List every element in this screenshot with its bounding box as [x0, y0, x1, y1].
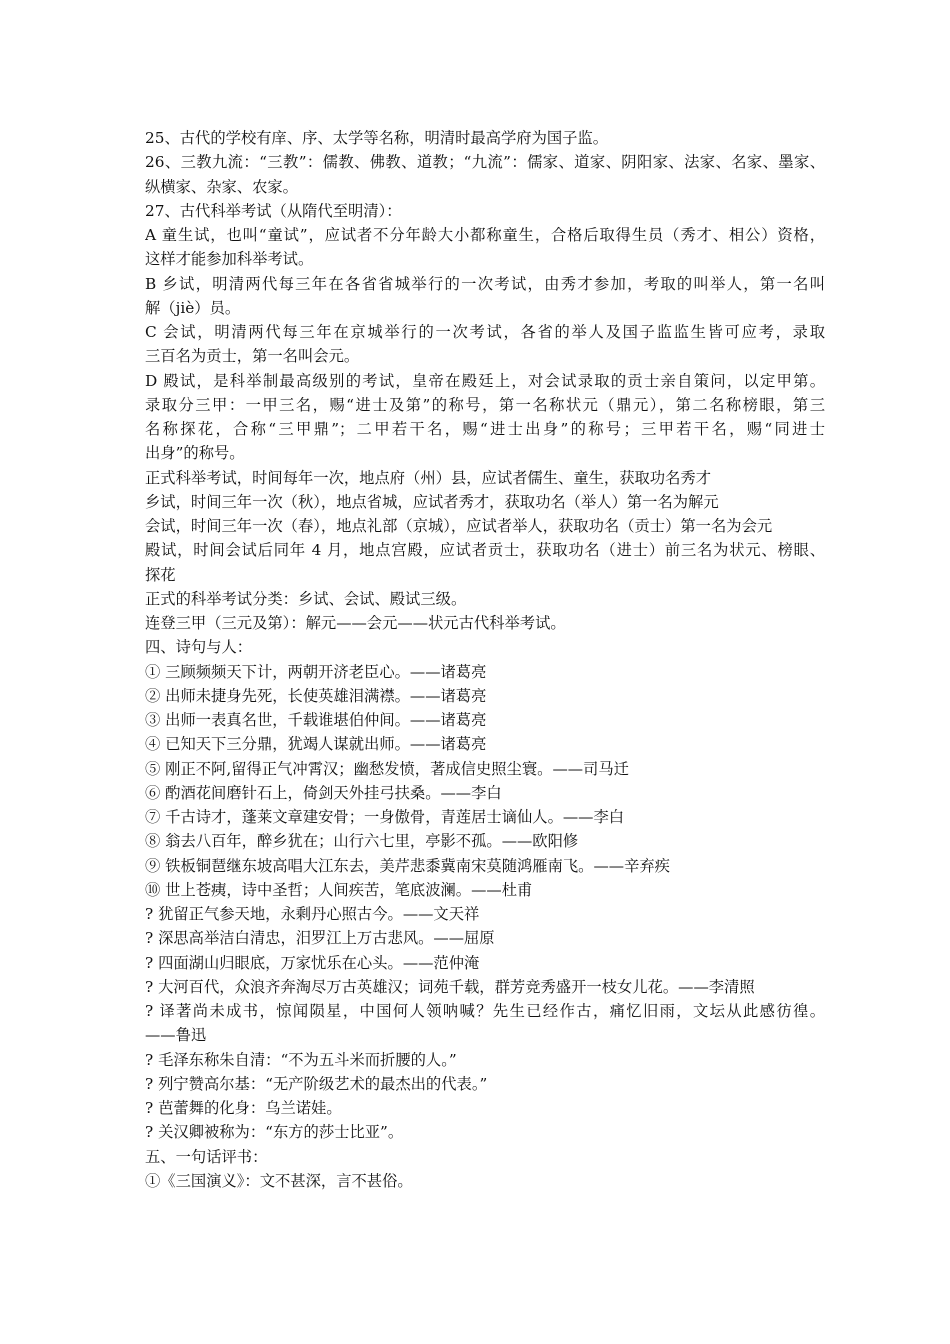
text-line: ? 犹留正气参天地，永剩丹心照古今。——文天祥: [145, 905, 480, 923]
document-body: [145, 126, 825, 1193]
text-line: ? 大河百代，众浪齐奔淘尽万古英雄汉；词苑千载，群芳竞秀盛开一枝女儿花。——李清照: [145, 977, 755, 996]
text-line: ①《三国演义》：文不甚深，言不甚俗。: [145, 1171, 413, 1190]
text-line: ③ 出师一表真名世，千载谁堪伯仲间。——诸葛亮: [145, 711, 487, 729]
text-line: 录取分三甲：一甲三名，赐“进士及第”的称号，第一名称状元（鼎元），第二名称榜眼，第三: [145, 395, 825, 414]
text-line: ⑦ 千古诗才，蓬莱文章建安骨；一身傲骨，青莲居士谪仙人。——李白: [145, 808, 625, 826]
text-line: 纵横家、杂家、农家。: [145, 177, 298, 196]
text-line: 会试，时间三年一次（春），地点礼部（京城），应试者举人，获取功名（贡士）第一名为会元: [145, 517, 773, 535]
text-line: 名称探花，合称“三甲鼎”；二甲若干名，赐“进士出身”的称号；三甲若干名，赐“同进士: [145, 420, 825, 438]
text-line: ⑧ 翁去八百年，醉乡犹在；山行六七里，亭影不孤。——欧阳修: [145, 832, 579, 851]
text-line: C 会试，明清两代每三年在京城举行的一次考试，各省的举人及国子监监生皆可应考，录取: [145, 323, 825, 341]
text-line: ? 关汉卿被称为：“东方的莎士比亚”。: [145, 1123, 404, 1142]
text-line: ⑥ 酌酒花间磨针石上，倚剑天外挂弓扶桑。——李白: [145, 783, 502, 802]
text-line: B 乡试，明清两代每三年在各省省城举行的一次考试，由秀才参加，考取的叫举人，第一名叫: [145, 274, 825, 293]
text-line: 正式的科举考试分类：乡试、会试、殿试三级。: [145, 589, 467, 608]
text-line: 26、三教九流：“三教”：儒教、佛教、道教；“九流”：儒家、道家、阴阳家、法家、名家、墨家、: [145, 153, 825, 172]
text-line: 这样才能参加科举考试。: [145, 250, 314, 269]
text-line: 27、古代科举考试（从隋代至明清）：: [145, 201, 402, 220]
text-line: 正式科举考试，时间每年一次，地点府（州）县，应试者儒生、童生，获取功名秀才: [145, 468, 711, 487]
text-line: ⑤ 刚正不阿,留得正气冲霄汉；幽愁发愤，著成信史照尘寰。——司马迁: [145, 759, 629, 778]
text-line: 殿试，时间会试后同年 4 月，地点宫殿，应试者贡士，获取功名（进士）前三名为状元、榜眼、: [145, 541, 825, 560]
text-line: ? 毛泽东称朱自清：“不为五斗米而折腰的人。”: [145, 1050, 457, 1069]
text-line: ? 四面湖山归眼底，万家忧乐在心头。——范仲淹: [145, 953, 480, 972]
text-line: ? 列宁赞高尔基：“无产阶级艺术的最杰出的代表。”: [145, 1074, 488, 1093]
text-line: ⑩ 世上苍痍，诗中圣哲；人间疾苦，笔底波澜。——杜甫: [145, 880, 533, 899]
text-line: 探花: [145, 565, 176, 584]
text-line: ——鲁迅: [145, 1026, 207, 1045]
text-line: 25、古代的学校有庠、序、太学等名称，明清时最高学府为国子监。: [145, 129, 609, 147]
text-line: 五、一句话评书：: [145, 1147, 268, 1166]
text-line: 解（jiè）员。: [145, 298, 241, 317]
text-line: 乡试，时间三年一次（秋），地点省城，应试者秀才，获取功名（举人）第一名为解元: [145, 492, 719, 511]
text-line: ② 出师未捷身先死，长使英雄泪满襟。——诸葛亮: [145, 686, 487, 705]
text-line: ? 深思高举洁白清忠，汨罗江上万古悲风。——屈原: [145, 929, 495, 948]
text-line: ① 三顾频频天下计，两朝开济老臣心。——诸葛亮: [145, 662, 487, 681]
text-line: 出身”的称号。: [145, 444, 245, 463]
text-line: D 殿试，是科举制最高级别的考试，皇帝在殿廷上，对会试录取的贡士亲自策问，以定甲第。: [145, 371, 825, 390]
text-line: 四、诗句与人：: [145, 638, 253, 657]
text-line: A 童生试，也叫“童试”，应试者不分年龄大小都称童生，合格后取得生员（秀才、相公）资格，: [145, 226, 825, 244]
text-line: 三百名为贡士，第一名叫会元。: [145, 347, 360, 366]
text-line: 连登三甲（三元及第）：解元——会元——状元古代科举考试。: [145, 614, 566, 632]
text-line: ⑨ 铁板铜琶继东坡高唱大江东去，美芹悲黍冀南宋莫随鸿雁南飞。——辛弃疾: [145, 856, 670, 875]
text-line: ? 译著尚未成书，惊闻陨星，中国何人领呐喊？先生已经作古，痛忆旧雨，文坛从此感彷徨。: [145, 1002, 825, 1020]
text-line: ? 芭蕾舞的化身：乌兰诺娃。: [145, 1099, 342, 1117]
text-line: ④ 已知天下三分鼎，犹竭人谋就出师。——诸葛亮: [145, 735, 487, 754]
